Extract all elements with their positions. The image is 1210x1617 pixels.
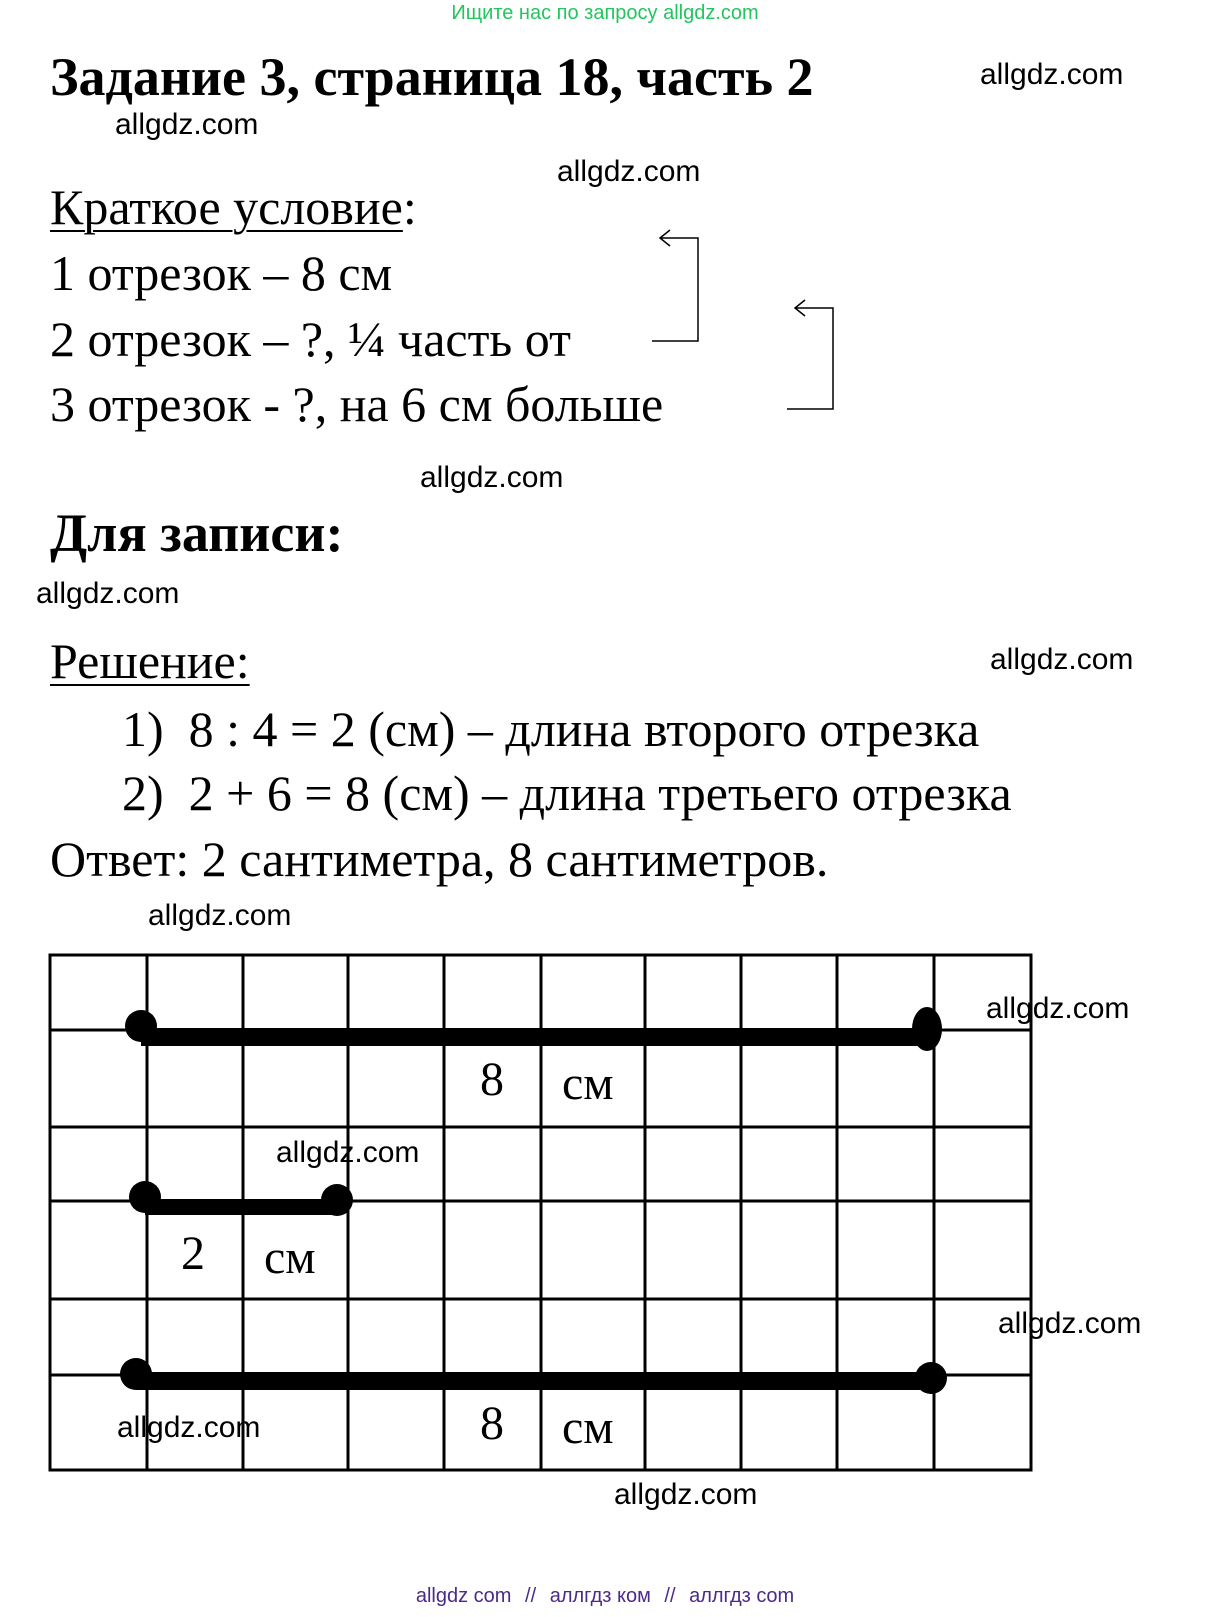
solution-step-2: 2) 2 + 6 = 8 (см) – длина третьего отрезка [122,765,1012,821]
segment-2-end-point [321,1184,353,1216]
record-heading: Для записи: [50,503,344,563]
watermark: allgdz.com [557,155,701,188]
watermark: allgdz.com [980,58,1124,91]
footer-link-2[interactable]: аллгдз ком [549,1585,651,1607]
watermark: allgdz.com [614,1478,758,1511]
watermark: allgdz.com [990,643,1134,676]
condition-line-2: 2 отрезок – ?, ¼ часть от [50,311,571,367]
segment-2 [129,1181,353,1216]
segment-3-length-unit: см [562,1401,614,1454]
footer-separator: // [525,1585,537,1607]
segment-3-length-number: 8 [480,1397,504,1450]
condition-line-1: 1 отрезок – 8 см [50,245,393,301]
watermark: allgdz.com [998,1307,1142,1340]
footer-links [0,1585,1210,1608]
watermark: allgdz.com [420,461,564,494]
condition-line-3: 3 отрезок - ?, на 6 см больше [50,376,664,432]
solution-heading: Решение: [50,633,250,689]
page-title: Задание 3, страница 18, часть 2 [50,47,814,107]
footer-link-3[interactable]: аллгдз com [689,1585,795,1607]
segment-1-start-point [125,1010,157,1042]
watermark: allgdz.com [986,992,1130,1025]
segment-3-end-point [915,1362,947,1394]
segment-1-length-number: 8 [480,1053,504,1106]
segment-1 [125,1007,942,1051]
footer-separator: // [664,1585,676,1607]
segment-2-length-number: 2 [181,1227,205,1280]
watermark: allgdz.com [117,1411,261,1444]
watermark: allgdz.com [276,1136,420,1169]
footer-link-1[interactable]: allgdz com [415,1585,512,1607]
answer-line: Ответ: 2 сантиметра, 8 сантиметров. [50,831,829,887]
top-banner: Ищите нас по запросу allgdz.com [451,2,759,24]
segment-1-end-point [912,1007,942,1051]
segment-2-length-unit: см [264,1231,316,1284]
segment-3-start-point [120,1358,152,1390]
watermark: allgdz.com [36,577,180,610]
segment-2-start-point [129,1181,161,1213]
watermark: allgdz.com [148,899,292,932]
segment-1-length-unit: см [562,1057,614,1110]
solution-step-1: 1) 8 : 4 = 2 (см) – длина второго отрезка [122,701,980,757]
watermark: allgdz.com [115,108,259,141]
condition-heading: Краткое условие: [50,179,417,235]
